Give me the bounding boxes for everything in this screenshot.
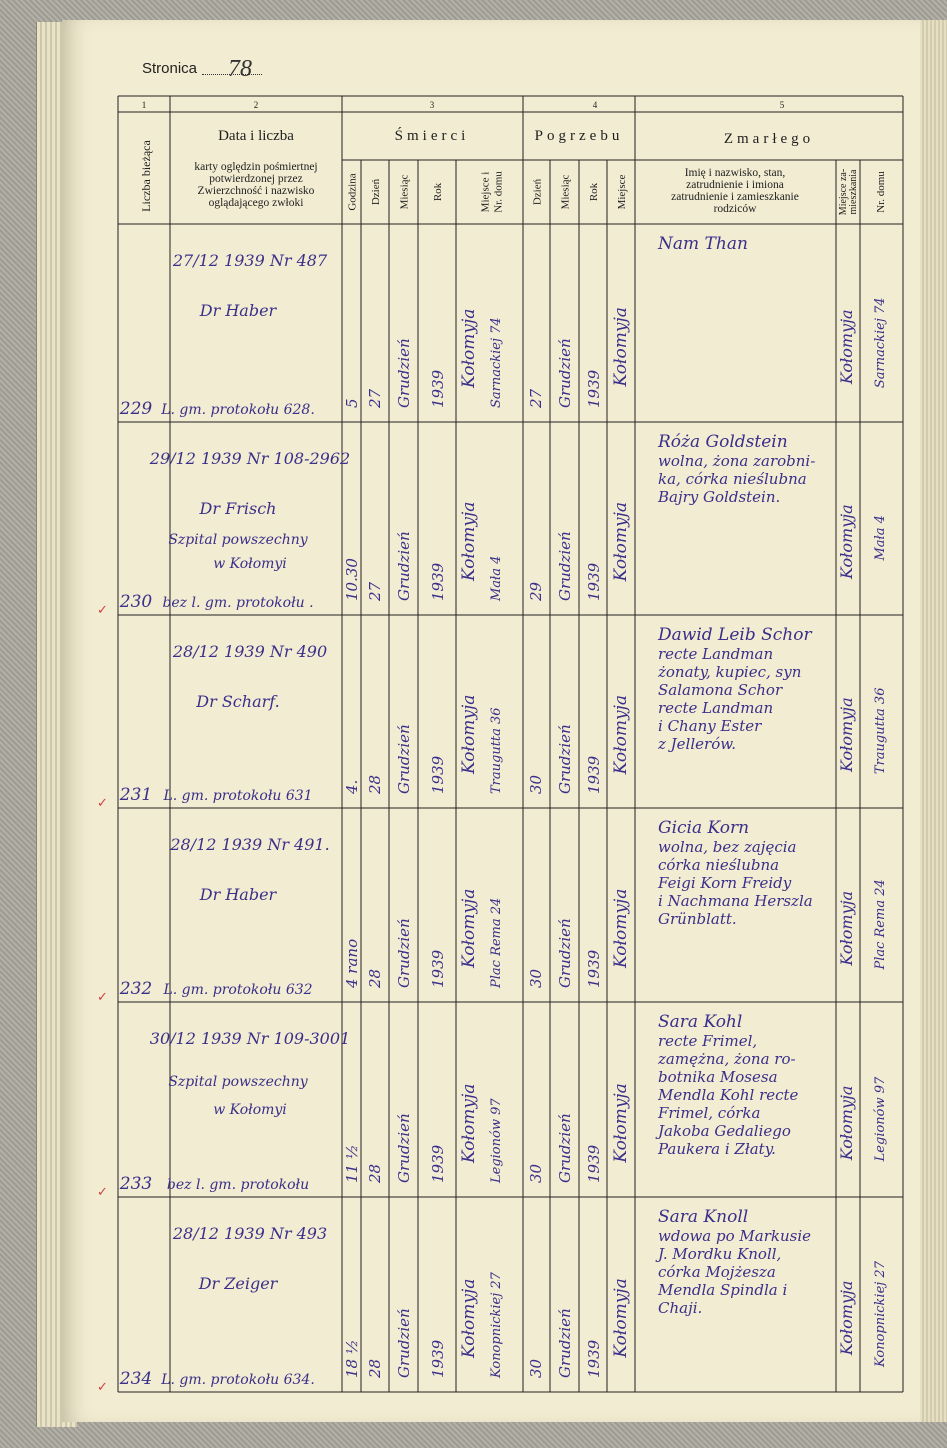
header-name-desc-line: rodziców (713, 203, 757, 215)
entry-death-hour: 10.30 (343, 558, 361, 601)
entry-burial-year: 1939 (585, 755, 603, 794)
entry-death-day: 28 (366, 968, 384, 988)
entry-deceased-description (658, 432, 815, 506)
entry-burial-month: Grudzień (556, 1308, 574, 1378)
entry-residence-house: Sarnackiej 74 (873, 297, 888, 389)
entry-number: 230 (119, 592, 153, 612)
entry-burial-month: Grudzień (556, 531, 574, 601)
entry-burial-place: Kołomyja (611, 1278, 631, 1358)
entry-death-month: Grudzień (395, 531, 413, 601)
entry-death-place-town: Kołomyja (459, 694, 479, 774)
entry-death-place-street: Legionów 97 (489, 1098, 504, 1183)
entry-deceased-detail: recte Frimel, (658, 1032, 758, 1051)
entry-deceased-detail: Paukera i Złaty. (658, 1140, 776, 1159)
entry-number: 232 (119, 979, 153, 999)
entry-death-month: Grudzień (395, 1308, 413, 1378)
entry-death-place-street: Konopnickiej 27 (489, 1272, 504, 1378)
entry-death-year: 1939 (429, 562, 447, 601)
entry-deceased-name: Sara Knoll (658, 1207, 749, 1227)
column-number: 4 (592, 100, 598, 110)
entry-burial-day: 30 (527, 968, 545, 988)
entry-death-year: 1939 (429, 369, 447, 408)
entry-death-place-town: Kołomyja (459, 888, 479, 968)
entry-burial-day: 30 (527, 1163, 545, 1183)
header-burial-subcolumn: Dzień (531, 178, 544, 206)
entry-residence-town: Kołomyja (837, 890, 856, 966)
header-date-desc-line: oglądającego zwłoki (208, 197, 304, 209)
entry-death-place-street: Plac Rema 24 (489, 897, 504, 988)
entry-residence-town: Kołomyja (837, 504, 856, 580)
entry-burial-place: Kołomyja (611, 888, 631, 968)
margin-check-mark: ✓ (97, 796, 108, 811)
entry-deceased-detail: wdowa po Markusie (658, 1227, 812, 1246)
entry-number: 229 (119, 399, 153, 419)
entry-hospital: Szpital powszechny (168, 532, 308, 548)
entry-protocol: bez l. gm. protokołu (166, 1177, 310, 1193)
entry-residence-house: Legionów 97 (873, 1076, 888, 1162)
entry-card-date-number: 28/12 1939 Nr 490 (172, 642, 328, 661)
entry-doctor: Dr Frisch (199, 499, 277, 518)
column-number: 1 (141, 100, 147, 110)
entry-deceased-name: Sara Kohl (658, 1012, 743, 1032)
entry-deceased-detail: Salamona Schor (658, 681, 783, 700)
entry-residence-house: Plac Rema 24 (873, 879, 888, 970)
entry-doctor: Dr Haber (199, 885, 277, 904)
entry-number: 234 (119, 1369, 153, 1389)
entry-deceased-detail: Feigi Korn Freidy (658, 874, 792, 893)
header-death-subcolumn: Miesiąc (398, 174, 411, 210)
entry-protocol: L. gm. protokołu 634. (161, 1372, 315, 1388)
header-death-subcolumn: Nr. domu (492, 171, 505, 213)
entry-card-date-number: 29/12 1939 Nr 108-2962 (149, 449, 351, 468)
entry-death-year: 1939 (429, 755, 447, 794)
entry-death-month: Grudzień (395, 724, 413, 794)
header-death-subcolumn: Godzina (346, 173, 359, 211)
entry-residence-town: Kołomyja (837, 697, 856, 773)
page-label: Stronica (142, 60, 198, 77)
column-number: 3 (429, 100, 435, 110)
entry-death-hour: 4 rano (343, 938, 361, 988)
entry-death-place-street: Mała 4 (489, 555, 504, 601)
entry-deceased-detail: Jakoba Gedaliego (658, 1122, 791, 1141)
entry-death-place-town: Kołomyja (459, 501, 479, 581)
entry-death-month: Grudzień (395, 338, 413, 408)
header-date-desc-line: potwierdzonej przez (209, 173, 303, 185)
entry-burial-day: 29 (527, 581, 545, 601)
entry-doctor: Dr Haber (199, 301, 277, 320)
column-number: 2 (253, 100, 259, 110)
header-liczba-biezaca: Liczba bieżąca (139, 140, 153, 212)
entry-residence-house: Konopnickiej 27 (873, 1261, 888, 1367)
entry-residence-house: Traugutta 36 (873, 687, 888, 775)
entry-deceased-detail: Mendla Spindla i (658, 1281, 788, 1300)
entry-deceased-description (658, 818, 813, 928)
entry-number: 233 (119, 1174, 153, 1194)
header-burial-subcolumn: Miejsce (616, 174, 628, 210)
entry-death-day: 28 (366, 1163, 384, 1183)
entry-hospital-town: w Kołomyi (213, 556, 287, 572)
entry-deceased-detail: wolna, bez zajęcia (658, 838, 797, 857)
entry-deceased-detail: Mendla Kohl recte (658, 1086, 799, 1105)
entry-deceased-name: Róża Goldstein (658, 432, 788, 452)
entry-deceased-detail: i Nachmana Herszla (658, 892, 813, 911)
entry-death-place-town: Kołomyja (459, 1278, 479, 1358)
entry-death-day: 27 (366, 388, 384, 408)
entry-protocol: bez l. gm. protokołu . (162, 595, 314, 611)
entry-deceased-detail: żonaty, kupiec, syn (658, 663, 802, 682)
entry-burial-day: 30 (527, 1358, 545, 1378)
entry-death-place-town: Kołomyja (459, 1083, 479, 1163)
margin-check-mark: ✓ (97, 990, 108, 1005)
entry-deceased-detail: i Chany Ester (658, 717, 762, 736)
entry-burial-month: Grudzień (556, 918, 574, 988)
entry-deceased-detail: zamężna, żona ro- (658, 1050, 796, 1069)
entry-deceased-name: Dawid Leib Schor (658, 625, 812, 645)
entry-death-place-town: Kołomyja (459, 308, 479, 388)
entry-death-hour: 5 (343, 398, 361, 408)
header-death-subcolumn: Miejsce i (479, 171, 492, 213)
entry-death-hour: 11 ½ (343, 1144, 361, 1183)
margin-check-mark: ✓ (97, 603, 108, 618)
entry-deceased-detail: ka, córka nieślubna (658, 470, 807, 489)
entry-death-year: 1939 (429, 1144, 447, 1183)
entry-protocol: L. gm. protokołu 628. (161, 402, 315, 418)
header-burial-subcolumn: Miesiąc (559, 174, 572, 210)
entry-hospital-town: w Kołomyi (213, 1102, 287, 1118)
entry-burial-day: 27 (527, 388, 545, 408)
entry-burial-place: Kołomyja (611, 1083, 631, 1163)
entry-death-hour: 4. (343, 779, 361, 794)
page-number: 78 (228, 56, 252, 82)
entry-death-day: 27 (366, 581, 384, 601)
entry-card-date-number: 28/12 1939 Nr 493 (172, 1224, 328, 1243)
entry-burial-place: Kołomyja (611, 694, 631, 775)
column-number: 5 (779, 100, 785, 110)
entry-doctor: Dr Zeiger (198, 1274, 278, 1293)
entry-burial-month: Grudzień (556, 1113, 574, 1183)
margin-check-mark: ✓ (97, 1185, 108, 1200)
entry-burial-year: 1939 (585, 369, 603, 408)
entry-protocol: L. gm. protokołu 631 (163, 788, 313, 804)
header-name-desc-line: Imię i nazwisko, stan, (684, 167, 786, 179)
entry-deceased-detail: J. Mordku Knoll, (658, 1245, 782, 1264)
header-name-desc-line: zatrudnienie i imiona (686, 179, 784, 191)
entry-death-place-street: Sarnackiej 74 (489, 317, 504, 408)
header-date-desc-line: karty oględzin pośmiertnej (194, 161, 318, 173)
entry-burial-year: 1939 (585, 1144, 603, 1183)
register-entry (119, 251, 888, 419)
entry-deceased-description (658, 1012, 798, 1158)
header-death-subcolumn: Dzień (370, 178, 382, 206)
entry-deceased-detail: z Jellerów. (658, 735, 737, 754)
entry-burial-year: 1939 (585, 562, 603, 601)
entry-deceased-detail: botnika Mosesa (658, 1068, 778, 1087)
entry-residence-town: Kołomyja (837, 1085, 856, 1161)
entry-deceased-detail: córka Mojżesza (658, 1263, 776, 1282)
header-residence: mieszkania (848, 169, 859, 215)
entry-deceased-detail: recte Landman (658, 645, 774, 664)
entry-hospital: Szpital powszechny (168, 1074, 308, 1090)
entry-death-place-street: Traugutta 36 (489, 707, 504, 794)
entry-deceased-name: Nam Than (658, 234, 748, 254)
entry-deceased-detail: wolna, żona zarobni- (658, 452, 816, 471)
entry-death-day: 28 (366, 774, 384, 794)
header-smierci: Śmierci (394, 128, 470, 144)
entry-burial-month: Grudzień (556, 724, 574, 794)
header-zmarlego: Zmarłego (723, 131, 815, 147)
entry-card-date-number: 27/12 1939 Nr 487 (172, 251, 328, 270)
entry-card-date-number: 30/12 1939 Nr 109-3001 (149, 1029, 351, 1048)
header-name-desc-line: zatrudnienie i zamieszkanie (671, 191, 799, 203)
entry-death-year: 1939 (429, 949, 447, 988)
entry-deceased-description (658, 625, 812, 753)
entry-burial-year: 1939 (585, 1339, 603, 1378)
entry-death-month: Grudzień (395, 918, 413, 988)
entry-burial-place: Kołomyja (611, 501, 631, 582)
entry-deceased-detail: recte Landman (658, 699, 774, 718)
entry-residence-town: Kołomyja (837, 1280, 856, 1356)
entry-deceased-detail: Bajry Goldstein. (658, 488, 781, 507)
entry-protocol: L. gm. protokołu 632 (163, 982, 313, 998)
header-house-number: Nr. domu (875, 171, 887, 213)
header-burial-subcolumn: Rok (588, 182, 600, 202)
entry-number: 231 (119, 785, 153, 805)
entry-deceased-description (658, 1207, 811, 1317)
entry-burial-place: Kołomyja (611, 307, 631, 387)
entry-death-hour: 18 ½ (343, 1339, 361, 1378)
entry-doctor: Dr Scharf. (196, 692, 280, 711)
entry-death-month: Grudzień (395, 1113, 413, 1183)
entry-deceased-name: Gicia Korn (658, 818, 750, 838)
entry-death-year: 1939 (429, 1339, 447, 1378)
header-date-desc-line: Zwierzchność i nazwisko (197, 185, 315, 197)
header-death-subcolumn: Rok (432, 182, 444, 202)
entry-deceased-detail: córka nieślubna (658, 856, 780, 875)
entry-residence-town: Kołomyja (837, 309, 856, 385)
entry-deceased-detail: Frimel, córka (658, 1104, 761, 1123)
entry-deceased-detail: Grünblatt. (658, 910, 737, 929)
entry-burial-day: 30 (527, 774, 545, 794)
header-residence: Miejsce za- (838, 168, 849, 216)
entry-card-date-number: 28/12 1939 Nr 491. (170, 835, 330, 854)
entry-burial-year: 1939 (585, 949, 603, 988)
header-pogrzebu: Pogrzebu (534, 128, 624, 144)
header-data-i-liczba: Data i liczba (218, 128, 294, 144)
entry-deceased-detail: Chaji. (658, 1299, 703, 1318)
entry-death-day: 28 (366, 1358, 384, 1378)
entry-deceased-description (658, 234, 748, 254)
entry-burial-month: Grudzień (556, 338, 574, 408)
entry-residence-house: Mała 4 (873, 515, 888, 561)
margin-check-mark: ✓ (97, 1380, 108, 1395)
